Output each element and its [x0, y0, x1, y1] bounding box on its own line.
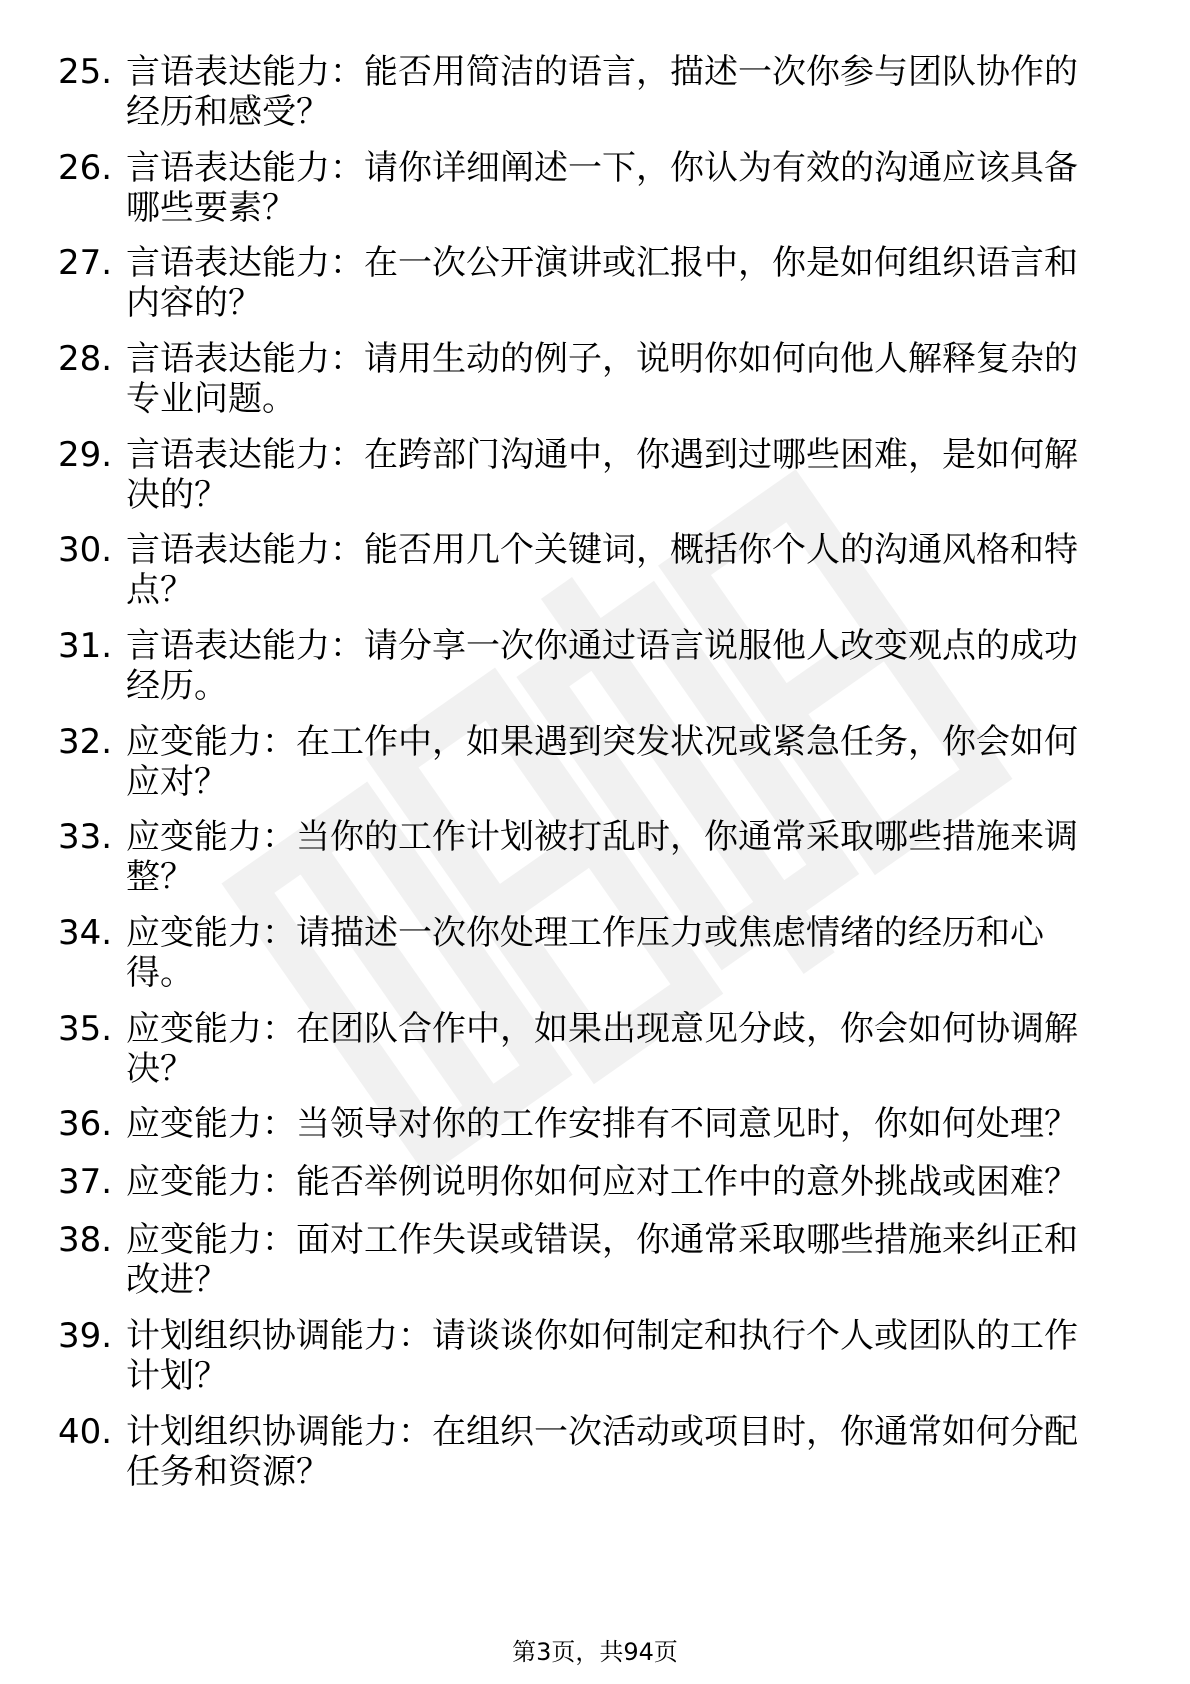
question-text: 应变能力：能否举例说明你如何应对工作中的意外挑战或困难？ [126, 1162, 1078, 1202]
question-item [58, 1412, 1118, 1492]
question-item [58, 148, 1118, 228]
question-text: 言语表达能力：请你详细阐述一下，你认为有效的沟通应该具备哪些要素？ [126, 148, 1078, 228]
question-number: 25. [58, 52, 113, 92]
question-text: 言语表达能力：请用生动的例子，说明你如何向他人解释复杂的专业问题。 [126, 339, 1078, 419]
question-text: 计划组织协调能力：请谈谈你如何制定和执行个人或团队的工作计划？ [126, 1316, 1078, 1396]
question-item [58, 435, 1118, 515]
question-item [58, 1009, 1118, 1089]
question-item [58, 626, 1118, 706]
question-number: 27. [58, 243, 113, 283]
question-item [58, 1220, 1118, 1300]
question-number: 35. [58, 1009, 113, 1049]
question-text: 应变能力：面对工作失误或错误，你通常采取哪些措施来纠正和改进？ [126, 1220, 1078, 1300]
question-text: 言语表达能力：在跨部门沟通中，你遇到过哪些困难，是如何解决的？ [126, 435, 1078, 515]
question-number: 38. [58, 1220, 113, 1260]
question-text: 言语表达能力：在一次公开演讲或汇报中，你是如何组织语言和内容的？ [126, 243, 1078, 323]
question-number: 33. [58, 817, 113, 857]
page-footer [0, 1638, 1190, 1666]
question-number: 37. [58, 1162, 113, 1202]
question-number: 36. [58, 1104, 113, 1144]
question-item [58, 52, 1118, 132]
question-number: 39. [58, 1316, 113, 1356]
question-number: 31. [58, 626, 113, 666]
question-item [58, 817, 1118, 897]
question-text: 言语表达能力：能否用几个关键词，概括你个人的沟通风格和特点？ [126, 530, 1078, 610]
question-text: 言语表达能力：能否用简洁的语言，描述一次你参与团队协作的经历和感受？ [126, 52, 1078, 132]
question-number: 29. [58, 435, 113, 475]
question-number: 30. [58, 530, 113, 570]
question-item [58, 530, 1118, 610]
question-item [58, 1104, 1118, 1144]
question-text: 应变能力：当你的工作计划被打乱时，你通常采取哪些措施来调整？ [126, 817, 1078, 897]
question-item [58, 722, 1118, 802]
question-item [58, 913, 1118, 993]
question-text: 应变能力：当领导对你的工作安排有不同意见时，你如何处理？ [126, 1104, 1078, 1144]
question-number: 26. [58, 148, 113, 188]
question-number: 32. [58, 722, 113, 762]
question-item [58, 243, 1118, 323]
page-number-label: 第3页，共94页 [512, 1638, 678, 1666]
question-number: 34. [58, 913, 113, 953]
question-number: 40. [58, 1412, 113, 1452]
question-text: 应变能力：请描述一次你处理工作压力或焦虑情绪的经历和心得。 [126, 913, 1044, 993]
question-text: 应变能力：在团队合作中，如果出现意见分歧，你会如何协调解决？ [126, 1009, 1078, 1089]
question-text: 言语表达能力：请分享一次你通过语言说服他人改变观点的成功经历。 [126, 626, 1078, 706]
question-text: 计划组织协调能力：在组织一次活动或项目时，你通常如何分配任务和资源？ [126, 1412, 1078, 1492]
question-text: 应变能力：在工作中，如果遇到突发状况或紧急任务，你会如何应对？ [126, 722, 1078, 802]
question-item [58, 1162, 1118, 1202]
question-number: 28. [58, 339, 113, 379]
question-item [58, 1316, 1118, 1396]
question-item [58, 339, 1118, 419]
